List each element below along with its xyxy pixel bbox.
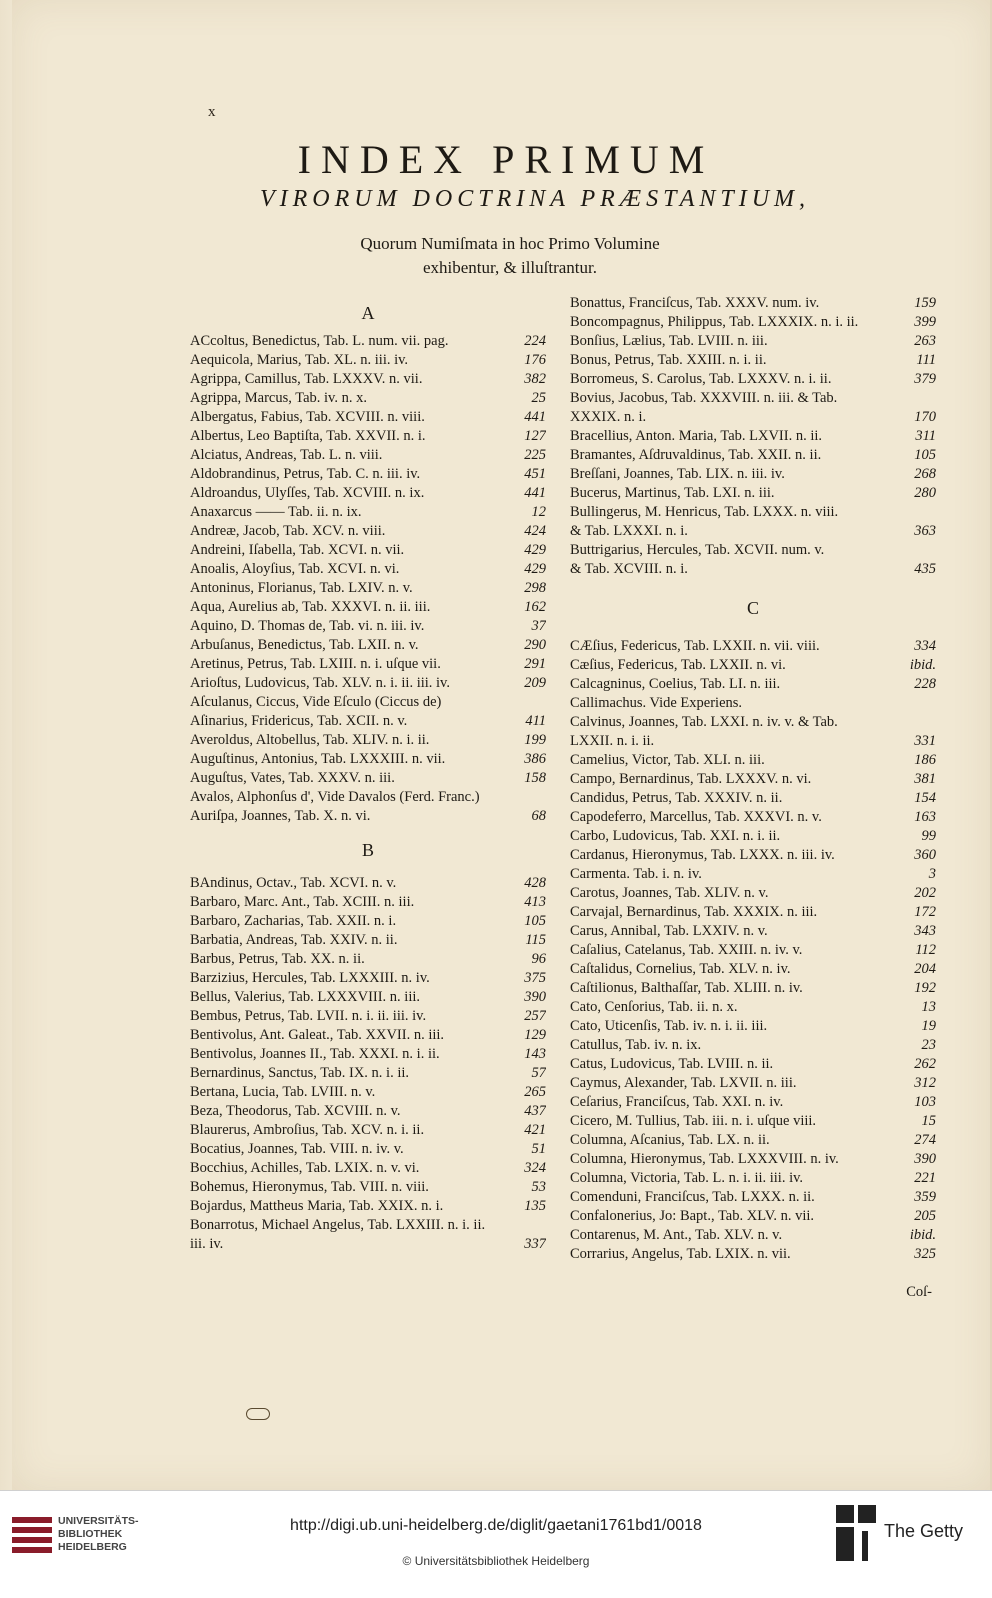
entry-name: Antoninus, Florianus, Tab. LXIV. n. v. xyxy=(190,580,413,596)
index-entry xyxy=(570,998,936,1017)
entry-name: Carus, Annibal, Tab. LXXIV. n. v. xyxy=(570,923,768,939)
entry-name: Bentivolus, Joannes II., Tab. XXXI. n. i. ii. xyxy=(190,1046,440,1062)
index-entry xyxy=(570,903,936,922)
entry-name: Borromeus, S. Carolus, Tab. LXXXV. n. i. ii. xyxy=(570,371,832,387)
index-entry xyxy=(570,865,936,884)
entry-page: 228 xyxy=(914,676,936,692)
index-entry xyxy=(190,1121,546,1140)
entry-page: 25 xyxy=(531,390,546,406)
entry-page: 13 xyxy=(921,999,936,1015)
ornament-mark xyxy=(246,1408,270,1420)
entry-page: 298 xyxy=(524,580,546,596)
entry-name: Buttrigarius, Hercules, Tab. XCVII. num. v. xyxy=(570,542,825,558)
entry-name: Albergatus, Fabius, Tab. XCVIII. n. viii. xyxy=(190,409,425,425)
entry-page: 257 xyxy=(524,1008,546,1024)
entry-page: 386 xyxy=(524,751,546,767)
entry-page: 274 xyxy=(914,1132,936,1148)
entry-page: 103 xyxy=(914,1094,936,1110)
left-column xyxy=(190,294,546,1254)
entry-name: Arbuſanus, Benedictus, Tab. LXII. n. v. xyxy=(190,637,419,653)
entry-name: Carotus, Joannes, Tab. XLIV. n. v. xyxy=(570,885,769,901)
entry-name: Aldobrandinus, Petrus, Tab. C. n. iii. iv. xyxy=(190,466,421,482)
entry-name: Contarenus, M. Ant., Tab. XLV. n. v. xyxy=(570,1227,783,1243)
index-entry xyxy=(190,1216,546,1235)
index-entry xyxy=(190,1159,546,1178)
index-entry xyxy=(190,893,546,912)
entry-name: Bocchius, Achilles, Tab. LXIX. n. v. vi. xyxy=(190,1160,420,1176)
entry-name: Bonarrotus, Michael Angelus, Tab. LXXIII. n. i. ii. xyxy=(190,1217,486,1233)
entry-name: Aſinarius, Fridericus, Tab. XCII. n. v. xyxy=(190,713,408,729)
entry-name: Averoldus, Altobellus, Tab. XLIV. n. i. ii. xyxy=(190,732,430,748)
entry-name: Bentivolus, Ant. Galeat., Tab. XXVII. n. iii. xyxy=(190,1027,445,1043)
right-column xyxy=(570,294,936,1264)
entry-name: Agrippa, Camillus, Tab. LXXXV. n. vii. xyxy=(190,371,423,387)
index-entry xyxy=(190,731,546,750)
index-entry xyxy=(570,789,936,808)
entry-name: Bocatius, Joannes, Tab. VIII. n. iv. v. xyxy=(190,1141,404,1157)
entry-page: 324 xyxy=(524,1160,546,1176)
index-entry xyxy=(190,541,546,560)
entry-name: Anoalis, Aloyſius, Tab. XCVI. n. vi. xyxy=(190,561,400,577)
entry-name: Columna, Hieronymus, Tab. LXXXVIII. n. iv. xyxy=(570,1151,839,1167)
index-entry xyxy=(570,941,936,960)
index-entry xyxy=(190,1140,546,1159)
entry-page: 23 xyxy=(921,1037,936,1053)
index-entry xyxy=(190,446,546,465)
index-entry xyxy=(570,979,936,998)
entry-name: Arioſtus, Ludovicus, Tab. XLV. n. i. ii. iii. iv. xyxy=(190,675,450,691)
index-entry xyxy=(570,1093,936,1112)
entry-page: 57 xyxy=(531,1065,546,1081)
index-entry xyxy=(190,427,546,446)
index-entry xyxy=(570,1188,936,1207)
index-entry xyxy=(570,960,936,979)
index-entry xyxy=(190,1064,546,1083)
index-entry xyxy=(570,560,936,579)
entry-page: 343 xyxy=(914,923,936,939)
entry-name: Calvinus, Joannes, Tab. LXXI. n. iv. v. & Tab. xyxy=(570,714,838,730)
entry-name: Auriſpa, Joannes, Tab. X. n. vi. xyxy=(190,808,371,824)
index-entry xyxy=(190,636,546,655)
entry-name: Avalos, Alphonſus d', Vide Davalos (Ferd. Franc.) xyxy=(190,789,480,805)
entry-name: Caſalius, Catelanus, Tab. XXIII. n. iv. v. xyxy=(570,942,803,958)
entry-name: Bertana, Lucia, Tab. LVIII. n. v. xyxy=(190,1084,376,1100)
entry-name: Barbaro, Marc. Ant., Tab. XCIII. n. iii. xyxy=(190,894,415,910)
index-entry xyxy=(190,484,546,503)
entry-name: Caſtilionus, Balthaſſar, Tab. XLIII. n. iv. xyxy=(570,980,803,996)
entry-name: Bullingerus, M. Henricus, Tab. LXXX. n. viii. xyxy=(570,504,839,520)
index-entry xyxy=(570,732,936,751)
entry-page: 421 xyxy=(524,1122,546,1138)
index-entry xyxy=(570,1074,936,1093)
entry-page: 451 xyxy=(524,466,546,482)
index-entry xyxy=(190,1102,546,1121)
entry-name: Aldroandus, Ulyſſes, Tab. XCVIII. n. ix. xyxy=(190,485,425,501)
index-entry xyxy=(570,1055,936,1074)
entry-page: 96 xyxy=(531,951,546,967)
section-letter-b: B xyxy=(361,840,374,860)
entry-page: 411 xyxy=(525,713,546,729)
index-entry xyxy=(570,408,936,427)
entry-name: Boncompagnus, Philippus, Tab. LXXXIX. n. i. ii. xyxy=(570,314,859,330)
entry-page: 311 xyxy=(915,428,936,444)
index-entry xyxy=(570,446,936,465)
entry-name: Alciatus, Andreas, Tab. L. n. viii. xyxy=(190,447,383,463)
entry-page: 204 xyxy=(914,961,936,977)
index-entry xyxy=(190,788,546,807)
entry-page: 115 xyxy=(525,932,546,948)
entry-page: 199 xyxy=(524,732,546,748)
permalink-url[interactable]: http://digi.ub.uni-heidelberg.de/diglit/gaetani1761bd1/0018 xyxy=(290,1517,702,1534)
entry-page: 265 xyxy=(524,1084,546,1100)
index-entry xyxy=(570,541,936,560)
page-subtitle: VIRORUM DOCTRINA PRÆSTANTIUM, xyxy=(259,186,811,212)
entry-page: 170 xyxy=(914,409,936,425)
section-a-list xyxy=(190,332,546,826)
entry-name: Cato, Cenſorius, Tab. ii. n. x. xyxy=(570,999,738,1015)
index-entry xyxy=(570,1150,936,1169)
entry-name: Carbo, Ludovicus, Tab. XXI. n. i. ii. xyxy=(570,828,781,844)
entry-page: 363 xyxy=(914,523,936,539)
entry-page: 53 xyxy=(531,1179,546,1195)
entry-page: 379 xyxy=(914,371,936,387)
entry-page: 441 xyxy=(524,409,546,425)
entry-name: Bonattus, Franciſcus, Tab. XXXV. num. iv. xyxy=(570,295,820,311)
copyright-notice: © Universitätsbibliothek Heidelberg xyxy=(402,1554,590,1568)
index-entry xyxy=(190,1007,546,1026)
index-entry xyxy=(570,1245,936,1264)
entry-name: Campo, Bernardinus, Tab. LXXXV. n. vi. xyxy=(570,771,812,787)
index-entry xyxy=(570,389,936,408)
index-entry xyxy=(190,912,546,931)
index-entry xyxy=(570,637,936,656)
entry-name: Beza, Theodorus, Tab. XCVIII. n. v. xyxy=(190,1103,401,1119)
entry-name: Bovius, Jacobus, Tab. XXXVIII. n. iii. & Tab. xyxy=(570,390,838,406)
index-entry xyxy=(190,950,546,969)
index-entry xyxy=(570,370,936,389)
index-entry xyxy=(190,807,546,826)
index-entry xyxy=(190,1235,546,1254)
entry-page: 111 xyxy=(916,352,936,368)
library-name-line-1: UNIVERSITÄTS- xyxy=(58,1515,139,1527)
index-entry xyxy=(190,712,546,731)
index-entry xyxy=(190,988,546,1007)
index-entry xyxy=(570,827,936,846)
entry-page: 209 xyxy=(524,675,546,691)
entry-name: Columna, Victoria, Tab. L. n. i. ii. iii. iv. xyxy=(570,1170,804,1186)
entry-page: 205 xyxy=(914,1208,936,1224)
entry-page: 99 xyxy=(921,828,936,844)
entry-page: 162 xyxy=(524,599,546,615)
index-entry xyxy=(570,503,936,522)
library-name-line-3: HEIDELBERG xyxy=(58,1541,127,1553)
entry-name: iii. iv. xyxy=(190,1236,224,1252)
index-entry xyxy=(190,370,546,389)
index-entry xyxy=(570,713,936,732)
entry-page: 176 xyxy=(524,352,546,368)
entry-name: Aquino, D. Thomas de, Tab. vi. n. iii. iv. xyxy=(190,618,425,634)
entry-page: 290 xyxy=(524,637,546,653)
entry-page: 429 xyxy=(524,561,546,577)
entry-name: LXXII. n. i. ii. xyxy=(570,733,655,749)
entry-page: 19 xyxy=(921,1018,936,1034)
entry-page: 159 xyxy=(914,295,936,311)
entry-name: Barzizius, Hercules, Tab. LXXXIII. n. iv. xyxy=(190,970,430,986)
entry-name: Bonus, Petrus, Tab. XXIII. n. i. ii. xyxy=(570,352,767,368)
footer-bar xyxy=(0,1490,992,1598)
index-entry xyxy=(190,674,546,693)
entry-page: 325 xyxy=(914,1246,936,1262)
entry-name: Aretinus, Petrus, Tab. LXIII. n. i. uſque vii. xyxy=(190,656,441,672)
entry-page: ibid. xyxy=(909,1227,936,1243)
index-entry xyxy=(190,769,546,788)
entry-page: 390 xyxy=(524,989,546,1005)
index-entry xyxy=(190,598,546,617)
entry-page: 172 xyxy=(914,904,936,920)
entry-name: Agrippa, Marcus, Tab. iv. n. x. xyxy=(190,390,367,406)
entry-name: BAndinus, Octav., Tab. XCVI. n. v. xyxy=(190,875,397,891)
entry-name: Cardanus, Hieronymus, Tab. LXXX. n. iii. iv. xyxy=(570,847,835,863)
index-entry xyxy=(570,484,936,503)
entry-name: Columna, Aſcanius, Tab. LX. n. ii. xyxy=(570,1132,770,1148)
entry-name: Bernardinus, Sanctus, Tab. IX. n. i. ii. xyxy=(190,1065,410,1081)
index-entry xyxy=(570,1207,936,1226)
entry-page: 158 xyxy=(524,770,546,786)
entry-page: 381 xyxy=(914,771,936,787)
entry-page: 37 xyxy=(531,618,546,634)
index-entry xyxy=(190,579,546,598)
index-entry xyxy=(570,1131,936,1150)
entry-page: 312 xyxy=(914,1075,936,1091)
index-entry xyxy=(570,751,936,770)
entry-name: Aqua, Aurelius ab, Tab. XXXVI. n. ii. iii. xyxy=(190,599,431,615)
entry-page: 129 xyxy=(524,1027,546,1043)
entry-name: & Tab. XCVIII. n. i. xyxy=(570,561,688,577)
catchword: Coſ- xyxy=(906,1284,932,1300)
entry-page: ibid. xyxy=(909,657,936,673)
entry-name: Comenduni, Franciſcus, Tab. LXXX. n. ii. xyxy=(570,1189,815,1205)
entry-name: Ceſarius, Franciſcus, Tab. XXI. n. iv. xyxy=(570,1094,784,1110)
index-entry xyxy=(570,351,936,370)
index-entry xyxy=(570,846,936,865)
index-entry xyxy=(570,313,936,332)
entry-name: Auguſtus, Vates, Tab. XXXV. n. iii. xyxy=(190,770,395,786)
entry-name: CÆſius, Federicus, Tab. LXXII. n. vii. viii. xyxy=(570,638,820,654)
entry-page: 15 xyxy=(921,1113,936,1129)
entry-name: Candidus, Petrus, Tab. XXXIV. n. ii. xyxy=(570,790,783,806)
section-letter-c: C xyxy=(746,598,759,618)
entry-page: 192 xyxy=(914,980,936,996)
index-entry xyxy=(190,465,546,484)
entry-page: 437 xyxy=(524,1103,546,1119)
description-line-2: exhibentur, & illuſtrantur. xyxy=(422,258,597,277)
index-entry xyxy=(190,617,546,636)
entry-page: 12 xyxy=(531,504,546,520)
index-entry xyxy=(190,1197,546,1216)
index-entry xyxy=(570,808,936,827)
entry-page: 334 xyxy=(914,638,936,654)
entry-name: ACcoltus, Benedictus, Tab. L. num. vii. pag. xyxy=(190,333,449,349)
entry-name: Cæſius, Federicus, Tab. LXXII. n. vi. xyxy=(570,657,786,673)
entry-page: 105 xyxy=(524,913,546,929)
index-entry xyxy=(190,408,546,427)
entry-page: 428 xyxy=(524,875,546,891)
index-entry xyxy=(190,503,546,522)
entry-name: Albertus, Leo Baptiſta, Tab. XXVII. n. i. xyxy=(190,428,426,444)
entry-name: Bucerus, Martinus, Tab. LXI. n. iii. xyxy=(570,485,775,501)
signature-mark: x xyxy=(208,104,216,120)
section-letter-a: A xyxy=(361,303,375,323)
entry-page: 331 xyxy=(914,733,936,749)
section-b-continued-list xyxy=(570,294,936,579)
entry-page: 263 xyxy=(914,333,936,349)
description-line-1: Quorum Numiſmata in hoc Primo Volumine xyxy=(360,234,660,253)
entry-name: Bellus, Valerius, Tab. LXXXVIII. n. iii. xyxy=(190,989,421,1005)
entry-name: Andreini, Iſabella, Tab. XCVI. n. vii. xyxy=(190,542,405,558)
entry-name: Bonſius, Lælius, Tab. LVIII. n. iii. xyxy=(570,333,768,349)
index-entry xyxy=(190,750,546,769)
index-entry xyxy=(570,656,936,675)
entry-name: Cato, Uticenſis, Tab. iv. n. i. ii. iii. xyxy=(570,1018,768,1034)
index-entry xyxy=(190,351,546,370)
index-entry xyxy=(190,332,546,351)
entry-name: Aſculanus, Ciccus, Vide Eſculo (Ciccus de) xyxy=(190,694,442,710)
index-entry xyxy=(570,1169,936,1188)
index-entry xyxy=(570,332,936,351)
entry-page: 186 xyxy=(914,752,936,768)
index-entry xyxy=(570,465,936,484)
entry-page: 291 xyxy=(524,656,546,672)
index-entry xyxy=(190,1026,546,1045)
index-entry xyxy=(570,427,936,446)
entry-name: Bojardus, Mattheus Maria, Tab. XXIX. n. i. xyxy=(190,1198,444,1214)
index-entry xyxy=(190,969,546,988)
entry-name: Barbatia, Andreas, Tab. XXIV. n. ii. xyxy=(190,932,398,948)
entry-name: Blaurerus, Ambroſius, Tab. XCV. n. i. ii. xyxy=(190,1122,425,1138)
entry-page: 399 xyxy=(914,314,936,330)
entry-name: Andreæ, Jacob, Tab. XCV. n. viii. xyxy=(190,523,386,539)
index-entry xyxy=(190,560,546,579)
entry-name: Camelius, Victor, Tab. XLI. n. iii. xyxy=(570,752,765,768)
entry-name: & Tab. LXXXI. n. i. xyxy=(570,523,688,539)
entry-name: Carmenta. Tab. i. n. iv. xyxy=(570,866,702,882)
index-entry xyxy=(190,522,546,541)
entry-name: Bembus, Petrus, Tab. LVII. n. i. ii. iii. iv. xyxy=(190,1008,427,1024)
entry-name: Confalonerius, Jo: Bapt., Tab. XLV. n. vii. xyxy=(570,1208,815,1224)
entry-page: 413 xyxy=(524,894,546,910)
entry-name: Aequicola, Marius, Tab. XL. n. iii. iv. xyxy=(190,352,409,368)
index-entry xyxy=(570,1112,936,1131)
entry-page: 225 xyxy=(524,447,546,463)
entry-page: 224 xyxy=(524,333,546,349)
getty-sponsor-name: The Getty xyxy=(884,1521,964,1541)
entry-page: 424 xyxy=(524,523,546,539)
index-entry xyxy=(190,931,546,950)
entry-page: 359 xyxy=(914,1189,936,1205)
entry-page: 154 xyxy=(914,790,936,806)
entry-page: 375 xyxy=(524,970,546,986)
page-title: INDEX PRIMUM xyxy=(297,137,715,182)
entry-name: Caſtalidus, Cornelius, Tab. XLV. n. iv. xyxy=(570,961,791,977)
entry-page: 268 xyxy=(914,466,936,482)
entry-page: 360 xyxy=(914,847,936,863)
index-entry xyxy=(570,694,936,713)
index-entry xyxy=(570,1226,936,1245)
library-name-line-2: BIBLIOTHEK xyxy=(58,1528,123,1540)
entry-name: Corrarius, Angelus, Tab. LXIX. n. vii. xyxy=(570,1246,791,1262)
entry-page: 3 xyxy=(928,866,936,882)
index-entry xyxy=(570,1036,936,1055)
entry-page: 127 xyxy=(524,428,546,444)
entry-page: 429 xyxy=(524,542,546,558)
entry-name: Bramantes, Aſdruvaldinus, Tab. XXII. n. ii. xyxy=(570,447,822,463)
entry-page: 441 xyxy=(524,485,546,501)
entry-page: 68 xyxy=(531,808,546,824)
entry-page: 390 xyxy=(914,1151,936,1167)
index-entry xyxy=(190,389,546,408)
entry-name: Capodeferro, Marcellus, Tab. XXXVI. n. v. xyxy=(570,809,822,825)
entry-page: 135 xyxy=(524,1198,546,1214)
entry-name: Carvajal, Bernardinus, Tab. XXXIX. n. iii. xyxy=(570,904,818,920)
entry-page: 105 xyxy=(914,447,936,463)
index-entry xyxy=(190,655,546,674)
section-c-list xyxy=(570,637,936,1264)
entry-page: 51 xyxy=(531,1141,546,1157)
entry-name: Catus, Ludovicus, Tab. LVIII. n. ii. xyxy=(570,1056,774,1072)
entry-name: Cicero, M. Tullius, Tab. iii. n. i. uſque viii. xyxy=(570,1113,817,1129)
entry-name: XXXIX. n. i. xyxy=(570,409,647,425)
entry-page: 112 xyxy=(915,942,936,958)
entry-name: Barbaro, Zacharias, Tab. XXII. n. i. xyxy=(190,913,397,929)
section-b-list xyxy=(190,874,546,1254)
entry-name: Barbus, Petrus, Tab. XX. n. ii. xyxy=(190,951,365,967)
entry-page: 221 xyxy=(914,1170,936,1186)
entry-name: Auguſtinus, Antonius, Tab. LXXXIII. n. vii. xyxy=(190,751,446,767)
entry-name: Caymus, Alexander, Tab. LXVII. n. iii. xyxy=(570,1075,797,1091)
entry-name: Catullus, Tab. iv. n. ix. xyxy=(570,1037,702,1053)
index-entry xyxy=(570,675,936,694)
index-entry xyxy=(570,922,936,941)
entry-name: Bohemus, Hieronymus, Tab. VIII. n. viii. xyxy=(190,1179,429,1195)
getty-logo-icon xyxy=(836,1505,876,1561)
entry-page: 280 xyxy=(914,485,936,501)
entry-page: 337 xyxy=(524,1236,546,1252)
entry-page: 262 xyxy=(914,1056,936,1072)
entry-page: 435 xyxy=(914,561,936,577)
index-entry xyxy=(190,1083,546,1102)
index-entry xyxy=(190,693,546,712)
index-entry xyxy=(190,1178,546,1197)
entry-name: Anaxarcus —— Tab. ii. n. ix. xyxy=(190,504,362,520)
index-entry xyxy=(190,874,546,893)
entry-page: 202 xyxy=(914,885,936,901)
entry-page: 143 xyxy=(524,1046,546,1062)
entry-name: Callimachus. Vide Experiens. xyxy=(570,695,743,711)
entry-page: 382 xyxy=(524,371,546,387)
index-entry xyxy=(570,770,936,789)
entry-page: 163 xyxy=(914,809,936,825)
index-entry xyxy=(570,294,936,313)
entry-name: Bracellius, Anton. Maria, Tab. LXVII. n. ii. xyxy=(570,428,823,444)
index-entry xyxy=(190,1045,546,1064)
entry-name: Calcagninus, Coelius, Tab. LI. n. iii. xyxy=(570,676,781,692)
index-entry xyxy=(570,884,936,903)
entry-name: Breſſani, Joannes, Tab. LIX. n. iii. iv. xyxy=(570,466,785,482)
index-entry xyxy=(570,522,936,541)
index-entry xyxy=(570,1017,936,1036)
